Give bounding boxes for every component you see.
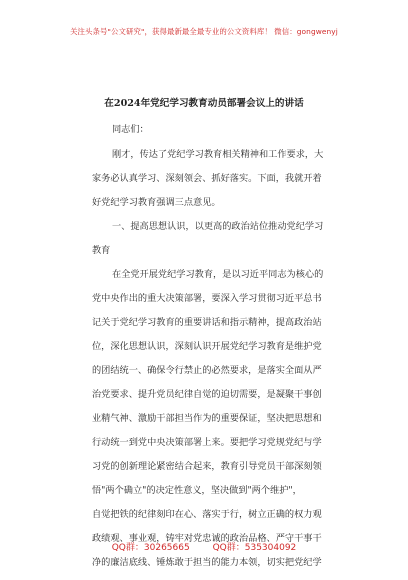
header-banner: 关注头条号"公文研究"，获得最新最全最专业的公文资料库！ 微信：gongwenyj <box>70 27 338 36</box>
paragraph-line: 党中央作出的重大决策部署，要深入学习贯彻习近平总书 <box>92 293 322 304</box>
paragraph-line: 政绩观、事业观，铸牢对党忠诚的政治品格、严守干事干 <box>92 533 322 544</box>
paragraph-line: 业精气神、激励干部担当作为的重要保证，坚决把思想和 <box>92 413 322 424</box>
paragraph-line: 家务必认真学习、深刻领会、抓好落实。下面，我就开着 <box>92 173 322 184</box>
paragraph-line: 位，深化思想认识，深刻认识开展党纪学习教育是维护党 <box>92 341 322 352</box>
paragraph-line: 行动统一到党中央决策部署上来。要把学习党规党纪与学 <box>92 437 322 448</box>
paragraph-line: 习党的创新理论紧密结合起来，教育引导党员干部深刻领 <box>92 461 322 472</box>
section-heading: 一、提高思想认识，以更高的政治站位推动党纪学习 <box>112 221 324 232</box>
paragraph-line: 悟"两个确立"的决定性意义，坚决做到"两个维护"， <box>92 485 302 496</box>
paragraph-line: 治党要求、提升党员纪律自觉的迫切需要，是凝聚干事创 <box>92 389 322 400</box>
section-heading: 教育 <box>92 245 111 256</box>
document-title: 在2024年党纪学习教育动员部署会议上的讲话 <box>104 98 304 109</box>
paragraph-line: 净的廉洁底线、锤炼敢于担当的能力本领，切实把党纪学 <box>92 557 322 568</box>
footer-qq-groups <box>0 540 408 553</box>
salutation: 同志们： <box>112 124 149 135</box>
paragraph-line: 自觉把铁的纪律刻印在心、落实于行，树立正确的权力观 <box>92 509 322 520</box>
paragraph-line: 的团结统一、确保令行禁止的必然要求，是落实全面从严 <box>92 365 322 376</box>
paragraph-line: 在全党开展党纪学习教育，是以习近平同志为核心的 <box>112 269 324 280</box>
footer-qq-group-2: QQ群：535304092 <box>212 543 297 553</box>
paragraph-line: 好党纪学习教育强调三点意见。 <box>92 197 221 208</box>
paragraph-line: 记关于党纪学习教育的重要讲话和指示精神，提高政治站 <box>92 317 322 328</box>
footer-qq-group-1: QQ群：30265665 <box>111 543 190 553</box>
paragraph-line: 刚才，传达了党纪学习教育相关精神和工作要求，大 <box>112 149 324 160</box>
